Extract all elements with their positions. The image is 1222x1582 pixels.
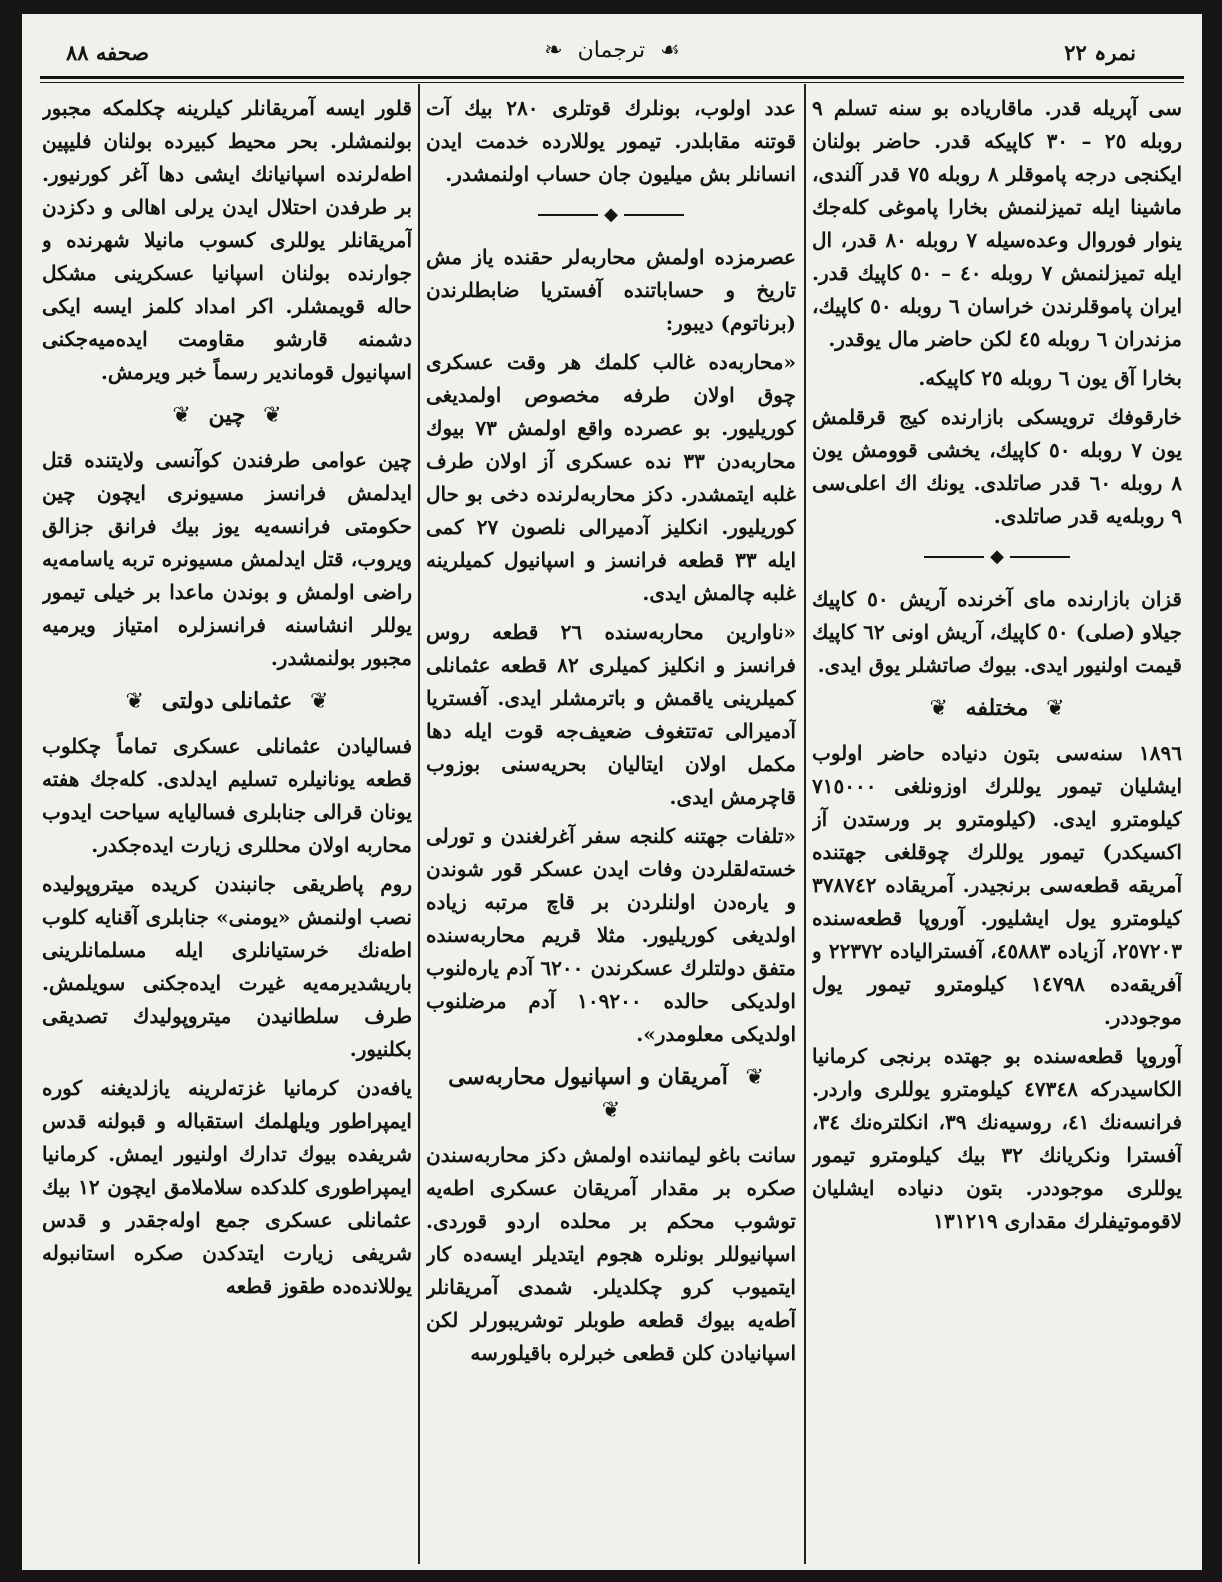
issue-number: نمرہ ٢٢	[1064, 40, 1136, 65]
column-right	[812, 92, 1182, 1562]
paragraph: سانت باغو ليماننده اولمش دكز محاربه‌سندن صكره بر مقدار آمريقان عسكری اطه‌يه توشوب محكم بر محلده اردو قوردی. اسپانيوللر بونلره هجوم ايتديلر ايسه‌ده كار ايتميوب كرو چكلديلر. شمدی آمريقانلر آطه‌يه بيوك قطعه طوبلر توشريبورلر لكن اسپانيادن كلن قطعی خبرلره باقيلورسه	[426, 1143, 796, 1365]
paragraph: قلور ايسه آمريقانلر كيلرينه چكلمكه مجبور بولنمشلر. بحر محيط كبيرده بولنان فليپين اطه‌لرنده اسپانيانك ايشی دها آغر كورنيور. بر طرفدن احتلال ايدن يرلی اهالی و دكزدن آمريقانلر يوللری كسوب مانيلا شهرنده و جوارنده بولنان اسپانيا عسكرينی مشكل حاله قويمشلر. اكر امداد كلمز ايسه ايكی دشمنه قارشو مقاومت ايده‌ميه‌جكنی اسپانيول قوماندير رسماً خبر ويرمش.	[42, 96, 412, 384]
paragraph: چين عوامی طرفندن كوآنسی ولايتنده قتل ايدلمش فرانسز مسيونری ايچون چين حكومتی فرانسه‌يه يوز بيك فرانق جزالق ويروب، قتل ايدلمش مسيونره تربه ياسامه‌يه راضی اولمش و بوندن ماعدا بر خيلی تيمور يوللر انشاسنه فرانسزلره امتياز ويرميه مجبور بولنمشدر.	[42, 448, 412, 670]
paragraph: خارقوفك ترويسكی بازارنده كيج قرقلمش يون ٧ روبله ٥٠ كاپيك، يخشی قوومش يون ٨ روبله ٦٠ قدر صاتلدی. يونك اك اعلی‌سی ٩ روبله‌يه قدر صاتلدی.	[812, 405, 1182, 528]
fleuron-icon: ❦	[310, 689, 329, 714]
section-divider	[426, 197, 796, 231]
paragraph: فساليادن عثمانلی عسكری تماماً چكلوب قطعه يونانيلره تسليم ايدلدی. كله‌جك هفته يونان قرالی جنابلری فساليايه سياحت ايدوب محاربه اولان محللری زيارت ايده‌جكدر.	[42, 734, 412, 857]
column-middle	[426, 92, 796, 1562]
section-heading	[42, 685, 412, 718]
paragraph: عدد اولوب، بونلرك قوتلری ٢٨٠ بيك آت قوتنه مقابلدر. تيمور يوللارده خدمت ايدن انسانلر بش ميليون جان حساب اولنمشدر.	[426, 96, 796, 186]
paragraph: يافه‌دن كرمانيا غزته‌لرينه يازلديغنه كوره ايمپراطور ويلهلمك استقباله و قبولنه قدس شريفده بيوك تدارك اولنيور ايمش. كرمانيا ايمپراطوری كلدكده سلاملامق ايچون ١٢ بيك عثمانلی عسكری جمع اوله‌جقدر و قدس شريفی زيارت ايتدكدن صكره استانبوله يوللانده‌ده طقوز قطعه	[42, 1076, 412, 1298]
section-title: چين	[208, 402, 246, 428]
masthead-title: ترجمان	[577, 38, 646, 63]
section-heading	[426, 1061, 796, 1127]
section-title: مختلفه	[965, 695, 1029, 721]
section-heading	[42, 399, 412, 432]
page-header	[40, 30, 1184, 80]
header-rule	[40, 76, 1184, 79]
page-number: صحفه ٨٨	[66, 40, 150, 65]
masthead	[40, 38, 1184, 63]
column-divider-left	[418, 84, 420, 1564]
section-heading	[812, 692, 1182, 725]
paragraph: عصرمزده اولمش محاربه‌لر حقنده ياز مش تاريخ و حساباتنده آفستريا ضابطلرندن (برناتوم) ديبور:	[426, 245, 796, 335]
column-divider-right	[804, 84, 806, 1564]
newspaper-page	[22, 14, 1202, 1570]
fleuron-icon: ❦	[745, 1065, 764, 1090]
paragraph: بخارا آق يون ٦ روبله ٢٥ كاپيكه.	[918, 366, 1182, 390]
header-rule-thin	[40, 82, 1184, 83]
diamond-icon: ◆	[990, 546, 1004, 567]
paragraph: روم پاطريقی جانبندن كريده ميتروپوليده نصب اولنمش «يومنی» جنابلری آقنايه كلوب اطه‌نك خرستيانلری ايله مسلمانلرينی باريشديرمه‌يه غيرت ايده‌جكنی سويلمش. طرف سلطانيدن ميتروپوليدك تصديقی بكلنيور.	[42, 872, 412, 1061]
paragraph: «تلفات جهتنه كلنجه سفر آغرلغندن و تورلی خسته‌لقلردن وفات ايدن عسكر قور شوندن و ياره‌دن اولنلردن بر قاچ مرتبه زياده اولديغی كوريليور. مثلا قريم محاربه‌سنده متفق دولتلرك عسكرندن ٦٢٠٠ آدم ياره‌لنوب اولديكی حالده ١٠٩٢٠٠ آدم مرضلنوب اولديكی معلومدر».	[426, 824, 796, 1046]
fleuron-icon: ❦	[263, 403, 282, 428]
paragraph: قزان بازارنده مای آخرنده آريش ٥٠ كاپيك جيلاو (صلی) ٥٠ كاپيك، آريش اونی ٦٢ كاپيك قيمت اولنيور ايدی. بيوك صاتشلر يوق ايدی.	[812, 587, 1182, 677]
column-left	[42, 92, 412, 1562]
fleuron-icon: ❦	[125, 689, 144, 714]
paragraph: «ناوارين محاربه‌سنده ٢٦ قطعه روس فرانسز و انكليز كميلری ٨٢ قطعه عثمانلی كميلرينی ياقمش و باترمشلر ايدی. آفستريا آدميرالی تەتتغوف ضعيف‌جه قوت ايله دها مكمل اولان ايتاليان بحريه‌سنی بوزوب قاچرمش ايدی.	[426, 620, 796, 809]
paragraph: آوروپا قطعه‌سنده بو جهتده برنجی كرمانيا الكاسيدركه ٤٧٣٤٨ كيلومترو يوللری واردر. فرانسه‌نك ٤١، روسيه‌نك ٣٩، انكلتره‌نك ٣٤، آفسترا ونكريانك ٣٢ بيك كيلومترو تيمور يوللری موجوددر. بتون دنياده ايشليان لاقوموتيفلرك مقداری ١٣١٢١٩	[812, 1044, 1182, 1233]
paragraph: سی آپریله قدر. ماقارياده بو سنه تسلم ٩ روبله ٢٥ – ٣٠ كاپيكه قدر. حاضر بولنان ايكنجی درجه پاموقلر ٨ روبله ٧٥ قدر آلندی، ماشينا ايله تميزلنمش بخارا پاموغی كله‌جك ينوار فوروال وعده‌سيله ٧ روبله ٨٠ قدر، ال ايله تميزلنمش ٧ روبله ٤٠ – ٥٠ كاپيك قدر. ايران پاموقلرندن خراسان ٦ روبله ٥٠ كاپيك، مزندران ٦ روبله ٤٥ لكن حاضر مال يوقدر.	[812, 96, 1182, 351]
section-divider	[812, 539, 1182, 573]
fleuron-icon: ❦	[929, 696, 948, 721]
section-title: عثمانلی دولتی	[161, 688, 293, 714]
fleuron-icon: ❦	[172, 403, 191, 428]
fleuron-icon: ❦	[601, 1098, 621, 1123]
paragraph: «محاربه‌ده غالب كلمك هر وقت عسكری چوق اولان طرفه مخصوص اولمديغی كوريليور. بو عصرده واقع اولمش ٧٣ بيوك محاربه‌دن ٣٣ نده عسكری آز اولان طرف غلبه ايتمشدر. دكز محاربه‌لرنده دخی بو حال كوريليور. انكليز آدميرالی نلصون ٢٧ كمی ايله ٣٣ قطعه فرانسز و اسپانيول كميلرينه غلبه چالمش ايدی.	[426, 350, 796, 605]
diamond-icon: ◆	[604, 204, 618, 225]
ornament-right-icon: ☙	[660, 38, 680, 63]
section-title: آمريقان و اسپانيول محاربه‌سی	[448, 1064, 728, 1090]
ornament-left-icon: ❧	[544, 38, 563, 63]
fleuron-icon: ❦	[1046, 696, 1065, 721]
paragraph: ١٨٩٦ سنه‌سی بتون دنياده حاضر اولوب ايشليان تيمور يوللرك اوزونلغی ٧١٥٠٠٠ كيلومترو ايدی. (كيلومترو بر ورستدن آز اكسيكدر) تيمور يوللرك چوقلغی جهتنده آمريقه قطعه‌سی برنجيدر. آمريقاده ٣٧٨٧٤٢ كيلومترو يول ايشليور. آوروپا قطعه‌سنده ٢٥٧٢٠٣، آزياده ٤٥٨٨٣، آفستراليا‌ده ٢٢٣٧٢ و آفريقه‌ده ١٤٧٩٨ كيلومترو تيمور يول موجوددر.	[812, 741, 1182, 1029]
